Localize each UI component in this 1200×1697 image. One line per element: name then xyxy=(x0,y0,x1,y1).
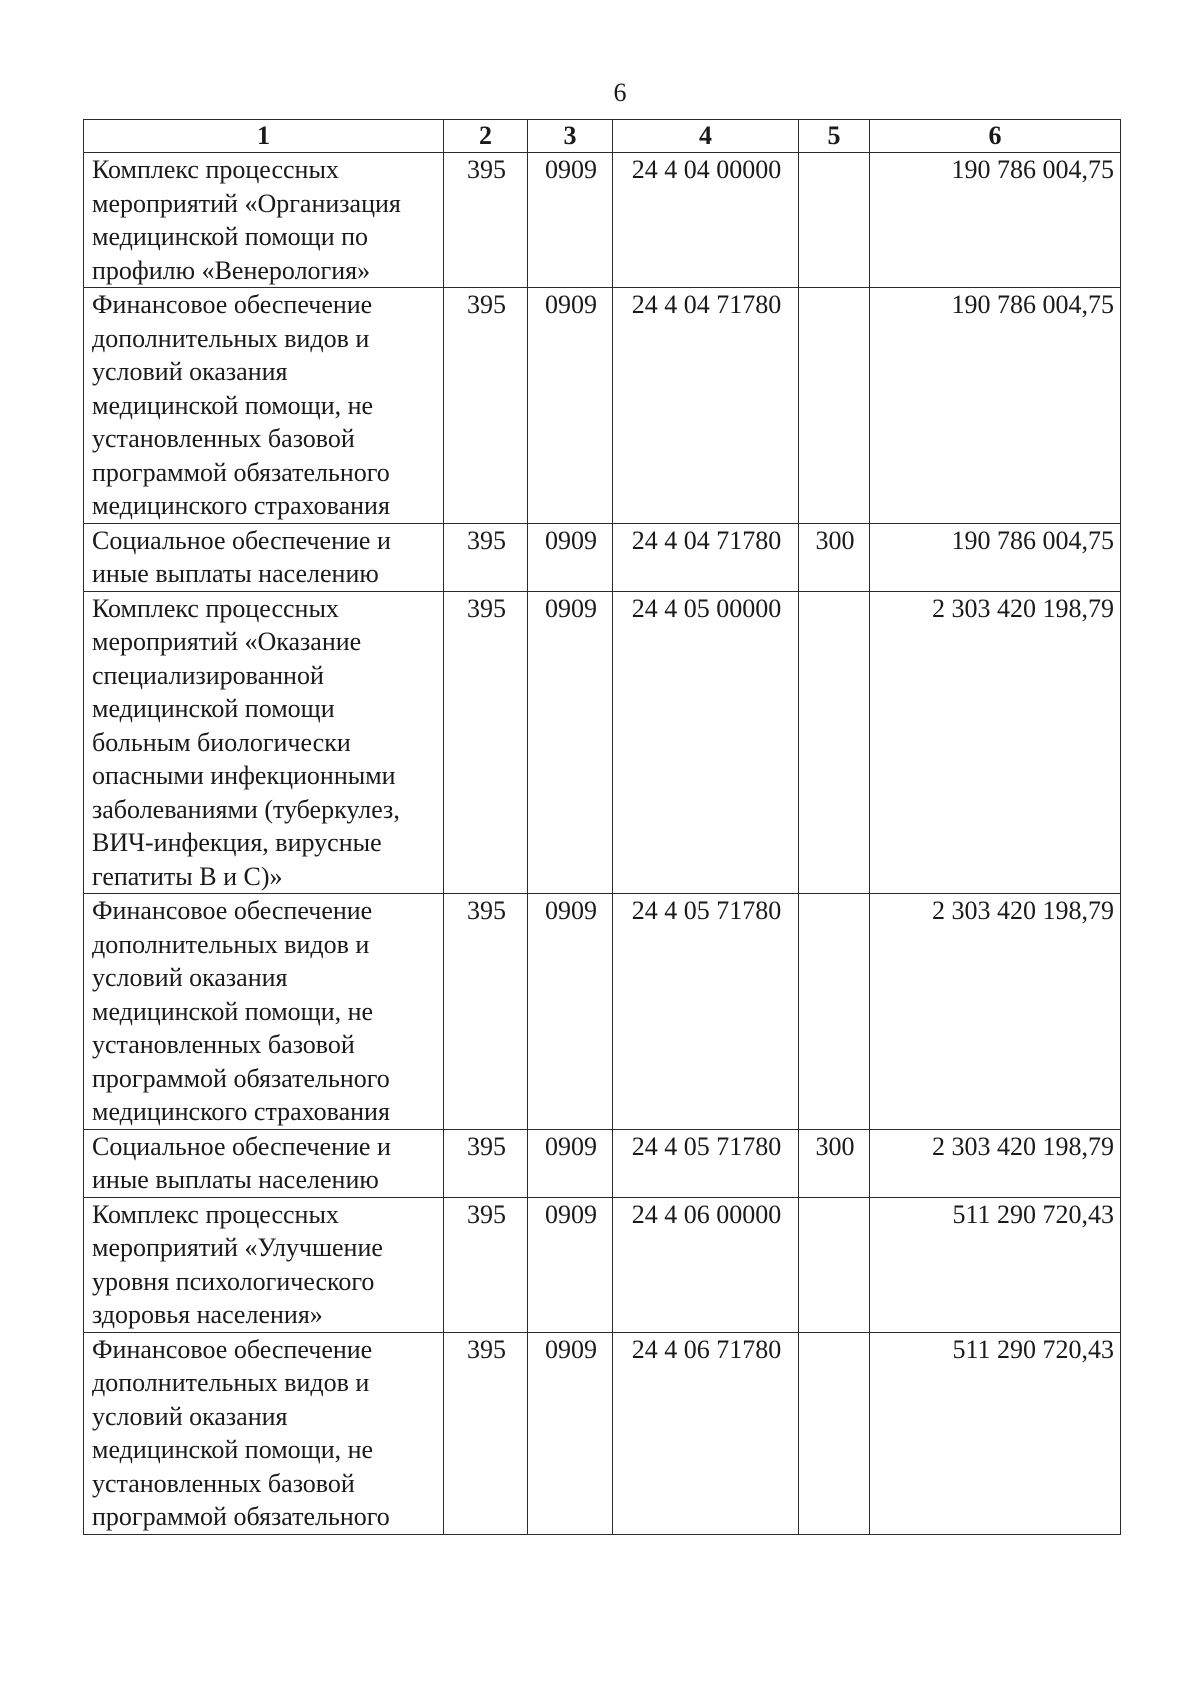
row-name: Комплекс процессных мероприятий «Оказание специализированной медицинской помощи больным биологически опасными инфекционными заболеваниями (туберкулез, ВИЧ-инфекция, вирусные гепатиты В и С)» xyxy=(84,591,444,894)
table-row xyxy=(84,894,1121,1130)
header-row xyxy=(84,120,1121,153)
row-col2: 395 xyxy=(444,1197,528,1332)
table-row xyxy=(84,523,1121,591)
row-col5 xyxy=(799,153,870,288)
row-col5 xyxy=(799,591,870,894)
row-amount: 2 303 420 198,79 xyxy=(870,591,1121,894)
row-col4: 24 4 05 71780 xyxy=(613,894,799,1130)
row-name: Комплекс процессных мероприятий «Организация медицинской помощи по профилю «Венерология» xyxy=(84,153,444,288)
row-col5: 300 xyxy=(799,523,870,591)
column-header-1: 1 xyxy=(84,120,444,153)
row-col3: 0909 xyxy=(528,1197,613,1332)
column-header-4: 4 xyxy=(613,120,799,153)
budget-table xyxy=(83,119,1121,1535)
table-header xyxy=(84,120,1121,153)
row-col4: 24 4 04 71780 xyxy=(613,523,799,591)
row-name: Социальное обеспечение и иные выплаты населению xyxy=(84,523,444,591)
row-col2: 395 xyxy=(444,591,528,894)
row-col2: 395 xyxy=(444,523,528,591)
row-col5 xyxy=(799,1332,870,1534)
row-amount: 190 786 004,75 xyxy=(870,288,1121,524)
row-name: Финансовое обеспечение дополнительных видов и условий оказания медицинской помощи, не установленных базовой программой обязательного медицинского страхования xyxy=(84,288,444,524)
table-row xyxy=(84,591,1121,894)
row-col3: 0909 xyxy=(528,153,613,288)
row-col2: 395 xyxy=(444,1129,528,1197)
row-col4: 24 4 04 71780 xyxy=(613,288,799,524)
row-col4: 24 4 06 71780 xyxy=(613,1332,799,1534)
column-header-3: 3 xyxy=(528,120,613,153)
table-row xyxy=(84,1129,1121,1197)
row-col3: 0909 xyxy=(528,894,613,1130)
row-col4: 24 4 06 00000 xyxy=(613,1197,799,1332)
row-col5 xyxy=(799,288,870,524)
page-number: 6 xyxy=(613,78,627,107)
row-col2: 395 xyxy=(444,894,528,1130)
row-col4: 24 4 04 00000 xyxy=(613,153,799,288)
row-col3: 0909 xyxy=(528,523,613,591)
row-col4: 24 4 05 71780 xyxy=(613,1129,799,1197)
row-col3: 0909 xyxy=(528,591,613,894)
row-col2: 395 xyxy=(444,153,528,288)
row-col3: 0909 xyxy=(528,1129,613,1197)
table-body xyxy=(84,153,1121,1535)
column-header-2: 2 xyxy=(444,120,528,153)
row-amount: 511 290 720,43 xyxy=(870,1332,1121,1534)
row-amount: 511 290 720,43 xyxy=(870,1197,1121,1332)
row-col3: 0909 xyxy=(528,1332,613,1534)
row-name: Финансовое обеспечение дополнительных видов и условий оказания медицинской помощи, не установленных базовой программой обязательного медицинского страхования xyxy=(84,894,444,1130)
row-col2: 395 xyxy=(444,288,528,524)
row-name: Финансовое обеспечение дополнительных видов и условий оказания медицинской помощи, не установленных базовой программой обязательного xyxy=(84,1332,444,1534)
row-col4: 24 4 05 00000 xyxy=(613,591,799,894)
row-amount: 190 786 004,75 xyxy=(870,523,1121,591)
column-header-6: 6 xyxy=(870,120,1121,153)
row-col3: 0909 xyxy=(528,288,613,524)
table-row xyxy=(84,153,1121,288)
row-amount: 190 786 004,75 xyxy=(870,153,1121,288)
table-row xyxy=(84,288,1121,524)
table-row xyxy=(84,1332,1121,1534)
row-name: Комплекс процессных мероприятий «Улучшение уровня психологического здоровья населения» xyxy=(84,1197,444,1332)
row-amount: 2 303 420 198,79 xyxy=(870,1129,1121,1197)
row-amount: 2 303 420 198,79 xyxy=(870,894,1121,1130)
row-name: Социальное обеспечение и иные выплаты населению xyxy=(84,1129,444,1197)
table-row xyxy=(84,1197,1121,1332)
row-col5 xyxy=(799,894,870,1130)
column-header-5: 5 xyxy=(799,120,870,153)
row-col5: 300 xyxy=(799,1129,870,1197)
row-col2: 395 xyxy=(444,1332,528,1534)
row-col5 xyxy=(799,1197,870,1332)
